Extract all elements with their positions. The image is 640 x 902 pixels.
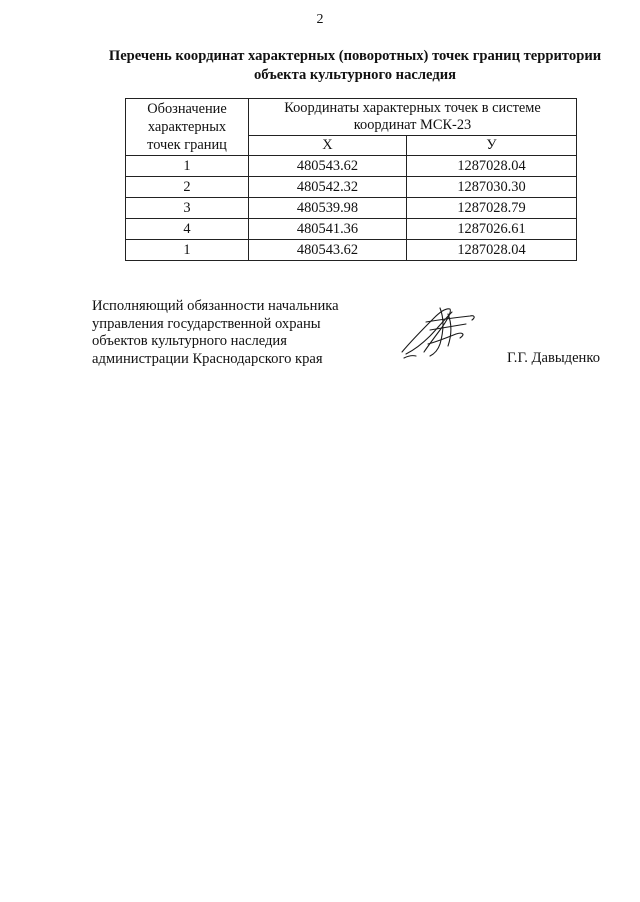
handwritten-signature [400,300,480,362]
table-row [126,177,577,198]
point-cell: 3 [126,198,249,219]
coordinates-table [125,98,577,261]
group-header-line-1: Координаты характерных точек в системе [284,99,541,116]
y-cell: 1287026.61 [407,219,577,240]
y-cell: 1287028.79 [407,198,577,219]
y-cell: 1287030.30 [407,177,577,198]
point-label-line-2: характерных [147,119,227,135]
document-title [80,47,630,85]
point-cell: 4 [126,219,249,240]
point-label-line-3: точек границ [147,137,227,153]
title-line-2: объекта культурного наследия [253,67,457,83]
table-row [126,240,577,261]
point-cell: 1 [126,240,249,261]
point-cell: 1 [126,156,249,177]
position-line-2: управления государственной охраны [92,315,321,332]
x-cell: 480539.98 [249,198,407,219]
title-line-1: Перечень координат характерных (поворотных) точек границ территории [108,48,602,64]
signer-name: Г.Г. Давыденко [507,350,601,366]
position-line-4: администрации Краснодарского края [92,350,323,367]
point-label-line-1: Обозначение [147,101,227,117]
axis-y-header: У [407,135,577,155]
point-cell: 2 [126,177,249,198]
table-row [126,219,577,240]
y-cell: 1287028.04 [407,240,577,261]
group-header-line-2: координат МСК-23 [353,116,472,133]
x-cell: 480541.36 [249,219,407,240]
point-label-header [126,99,249,156]
position-line-1: Исполняющий обязанности начальника [92,298,339,314]
position-line-3: объектов культурного наследия [92,333,287,349]
table-row [126,156,577,177]
table-row [126,198,577,219]
y-cell: 1287028.04 [407,156,577,177]
axis-x-header: Х [249,135,407,155]
x-cell: 480543.62 [249,240,407,261]
signatory-position [92,298,339,368]
x-cell: 480543.62 [249,156,407,177]
coordinates-group-header [249,99,577,136]
table-header-row [126,99,577,136]
page-number: 2 [316,12,324,27]
x-cell: 480542.32 [249,177,407,198]
